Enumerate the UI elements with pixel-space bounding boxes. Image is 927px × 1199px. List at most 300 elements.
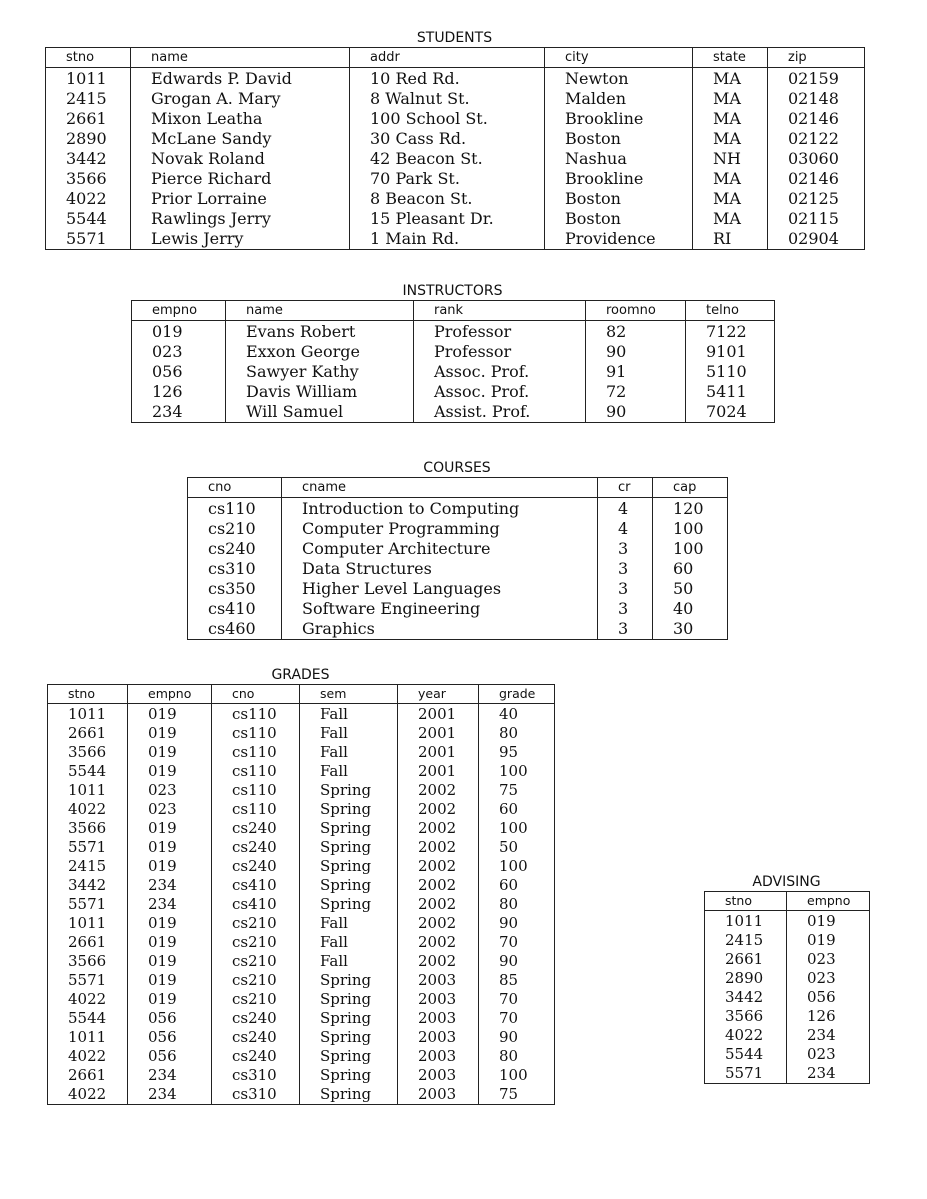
instructors-cell-name: Davis William bbox=[226, 382, 414, 402]
students-cell-stno: 2415 bbox=[66, 89, 107, 108]
grades-cell-year: 2002 bbox=[398, 895, 479, 914]
grades-cell-grade: 70 bbox=[479, 990, 555, 1009]
students-cell-state: MA bbox=[693, 169, 768, 189]
students-cell-state: MA bbox=[693, 89, 768, 109]
grades-column-header-grade: grade bbox=[479, 685, 555, 704]
instructors-table-block bbox=[131, 282, 774, 423]
grades-cell-empno: 019 bbox=[128, 762, 212, 781]
grades-cell-year: 2002 bbox=[398, 819, 479, 838]
grades-table-row bbox=[48, 914, 555, 933]
instructors-cell-telno: 5411 bbox=[686, 382, 775, 402]
grades-cell-empno: 023 bbox=[128, 781, 212, 800]
grades-cell-cno: cs110 bbox=[212, 724, 300, 743]
grades-cell-stno: 1011 bbox=[68, 705, 107, 723]
advising-title: ADVISING bbox=[752, 874, 821, 890]
students-cell-name: Mixon Leatha bbox=[131, 109, 350, 129]
courses-table-row bbox=[188, 539, 728, 559]
grades-cell-year: 2003 bbox=[398, 1009, 479, 1028]
courses-table-row bbox=[188, 619, 728, 640]
grades-cell-grade: 100 bbox=[479, 819, 555, 838]
grades-cell-sem: Fall bbox=[300, 952, 398, 971]
instructors-cell-empno: 234 bbox=[152, 402, 183, 421]
advising-table-row bbox=[705, 988, 870, 1007]
grades-cell-empno: 234 bbox=[128, 876, 212, 895]
students-cell-addr: 30 Cass Rd. bbox=[350, 129, 545, 149]
grades-cell-year: 2002 bbox=[398, 914, 479, 933]
grades-cell-sem: Spring bbox=[300, 838, 398, 857]
students-cell-stno: 5571 bbox=[66, 229, 107, 248]
courses-cell-cno: cs350 bbox=[208, 579, 256, 598]
grades-cell-stno: 1011 bbox=[68, 781, 107, 799]
instructors-cell-roomno: 82 bbox=[586, 321, 686, 343]
courses-cell-cname: Computer Architecture bbox=[282, 539, 598, 559]
grades-cell-grade: 75 bbox=[479, 1085, 555, 1105]
grades-cell-stno: 2661 bbox=[68, 724, 107, 742]
grades-cell-sem: Spring bbox=[300, 857, 398, 876]
grades-cell-cno: cs110 bbox=[212, 762, 300, 781]
grades-cell-stno: 3566 bbox=[68, 952, 107, 970]
instructors-cell-roomno: 90 bbox=[586, 402, 686, 423]
grades-cell-cno: cs310 bbox=[212, 1066, 300, 1085]
courses-cell-cname: Graphics bbox=[282, 619, 598, 640]
courses-cell-cr: 3 bbox=[598, 539, 653, 559]
grades-cell-cno: cs210 bbox=[212, 971, 300, 990]
instructors-cell-rank: Professor bbox=[414, 342, 586, 362]
grades-cell-stno: 5571 bbox=[68, 838, 107, 856]
students-cell-city: Boston bbox=[545, 189, 693, 209]
grades-column-header-sem: sem bbox=[300, 685, 398, 704]
grades-column-header-stno: stno bbox=[48, 685, 128, 704]
courses-cell-cname: Introduction to Computing bbox=[282, 498, 598, 520]
students-cell-name: Edwards P. David bbox=[131, 68, 350, 90]
courses-table-row bbox=[188, 519, 728, 539]
advising-cell-stno: 1011 bbox=[725, 912, 764, 930]
courses-cell-cno: cs410 bbox=[208, 599, 256, 618]
grades-cell-grade: 80 bbox=[479, 1047, 555, 1066]
advising-cell-empno: 023 bbox=[787, 1045, 870, 1064]
grades-cell-cno: cs410 bbox=[212, 895, 300, 914]
students-cell-city: Nashua bbox=[545, 149, 693, 169]
students-cell-name: Prior Lorraine bbox=[131, 189, 350, 209]
grades-cell-empno: 019 bbox=[128, 819, 212, 838]
grades-cell-sem: Spring bbox=[300, 876, 398, 895]
grades-column-header-empno: empno bbox=[128, 685, 212, 704]
students-cell-addr: 8 Walnut St. bbox=[350, 89, 545, 109]
courses-cell-cr: 4 bbox=[598, 519, 653, 539]
courses-cell-cap: 50 bbox=[653, 579, 728, 599]
grades-table-row bbox=[48, 819, 555, 838]
grades-cell-cno: cs210 bbox=[212, 990, 300, 1009]
instructors-cell-empno: 019 bbox=[152, 322, 183, 341]
grades-cell-year: 2003 bbox=[398, 1047, 479, 1066]
grades-table-block bbox=[47, 666, 554, 1105]
students-cell-stno: 5544 bbox=[66, 209, 107, 228]
students-cell-name: Grogan A. Mary bbox=[131, 89, 350, 109]
instructors-cell-empno: 023 bbox=[152, 342, 183, 361]
students-cell-state: MA bbox=[693, 129, 768, 149]
courses-cell-cap: 40 bbox=[653, 599, 728, 619]
instructors-table-row bbox=[132, 402, 775, 423]
grades-table-row bbox=[48, 1066, 555, 1085]
grades-cell-sem: Spring bbox=[300, 781, 398, 800]
instructors-table-row bbox=[132, 362, 775, 382]
students-cell-zip: 02125 bbox=[768, 189, 865, 209]
grades-cell-stno: 4022 bbox=[68, 1085, 107, 1103]
grades-cell-grade: 40 bbox=[479, 704, 555, 725]
students-table-row bbox=[46, 68, 865, 90]
grades-cell-sem: Fall bbox=[300, 724, 398, 743]
grades-cell-grade: 100 bbox=[479, 1066, 555, 1085]
courses-cell-cname: Higher Level Languages bbox=[282, 579, 598, 599]
advising-cell-stno: 2661 bbox=[725, 950, 764, 968]
instructors-table-row bbox=[132, 382, 775, 402]
instructors-cell-roomno: 72 bbox=[586, 382, 686, 402]
courses-cell-cno: cs110 bbox=[208, 499, 256, 518]
grades-cell-stno: 5544 bbox=[68, 1009, 107, 1027]
students-cell-zip: 02146 bbox=[768, 169, 865, 189]
courses-cell-cr: 3 bbox=[598, 619, 653, 640]
grades-cell-empno: 234 bbox=[128, 1066, 212, 1085]
grades-table-row bbox=[48, 933, 555, 952]
instructors-table-row bbox=[132, 342, 775, 362]
courses-table-row bbox=[188, 498, 728, 520]
students-table-row bbox=[46, 229, 865, 250]
students-column-header-zip: zip bbox=[768, 48, 865, 68]
grades-cell-year: 2003 bbox=[398, 971, 479, 990]
grades-table-row bbox=[48, 876, 555, 895]
grades-cell-sem: Spring bbox=[300, 1066, 398, 1085]
grades-cell-stno: 3566 bbox=[68, 743, 107, 761]
instructors-header-row bbox=[132, 301, 775, 321]
students-cell-stno: 2661 bbox=[66, 109, 107, 128]
grades-cell-grade: 100 bbox=[479, 762, 555, 781]
grades-cell-stno: 1011 bbox=[68, 1028, 107, 1046]
grades-table-row bbox=[48, 990, 555, 1009]
advising-cell-empno: 126 bbox=[787, 1007, 870, 1026]
grades-cell-sem: Spring bbox=[300, 1028, 398, 1047]
courses-cell-cname: Computer Programming bbox=[282, 519, 598, 539]
instructors-cell-rank: Professor bbox=[414, 321, 586, 343]
instructors-cell-empno: 056 bbox=[152, 362, 183, 381]
courses-column-header-cap: cap bbox=[653, 478, 728, 498]
courses-cell-cr: 3 bbox=[598, 599, 653, 619]
courses-cell-cap: 60 bbox=[653, 559, 728, 579]
grades-cell-cno: cs240 bbox=[212, 1047, 300, 1066]
grades-cell-empno: 019 bbox=[128, 857, 212, 876]
instructors-cell-rank: Assoc. Prof. bbox=[414, 362, 586, 382]
students-cell-state: MA bbox=[693, 209, 768, 229]
grades-cell-cno: cs410 bbox=[212, 876, 300, 895]
grades-cell-cno: cs240 bbox=[212, 838, 300, 857]
advising-table-block bbox=[704, 873, 869, 1084]
grades-cell-grade: 90 bbox=[479, 914, 555, 933]
grades-table-row bbox=[48, 971, 555, 990]
students-table-row bbox=[46, 89, 865, 109]
students-column-header-addr: addr bbox=[350, 48, 545, 68]
instructors-title: INSTRUCTORS bbox=[402, 283, 503, 299]
students-table-row bbox=[46, 189, 865, 209]
courses-cell-cap: 30 bbox=[653, 619, 728, 640]
students-column-header-city: city bbox=[545, 48, 693, 68]
grades-cell-sem: Fall bbox=[300, 933, 398, 952]
grades-table-row bbox=[48, 762, 555, 781]
instructors-cell-roomno: 91 bbox=[586, 362, 686, 382]
grades-cell-year: 2002 bbox=[398, 857, 479, 876]
grades-cell-grade: 70 bbox=[479, 933, 555, 952]
advising-table-row bbox=[705, 1064, 870, 1084]
grades-cell-stno: 5571 bbox=[68, 895, 107, 913]
grades-cell-year: 2003 bbox=[398, 1066, 479, 1085]
students-cell-city: Boston bbox=[545, 129, 693, 149]
grades-cell-grade: 70 bbox=[479, 1009, 555, 1028]
students-cell-city: Brookline bbox=[545, 109, 693, 129]
advising-cell-stno: 3442 bbox=[725, 988, 764, 1006]
students-cell-zip: 02904 bbox=[768, 229, 865, 250]
grades-cell-grade: 60 bbox=[479, 876, 555, 895]
advising-header-row bbox=[705, 892, 870, 911]
advising-cell-empno: 019 bbox=[787, 911, 870, 932]
instructors-cell-telno: 5110 bbox=[686, 362, 775, 382]
instructors-column-header-rank: rank bbox=[414, 301, 586, 321]
students-cell-addr: 100 School St. bbox=[350, 109, 545, 129]
grades-table-row bbox=[48, 857, 555, 876]
students-cell-state: RI bbox=[693, 229, 768, 250]
students-cell-addr: 70 Park St. bbox=[350, 169, 545, 189]
courses-cell-cap: 100 bbox=[653, 539, 728, 559]
instructors-cell-rank: Assist. Prof. bbox=[414, 402, 586, 423]
courses-cell-cap: 100 bbox=[653, 519, 728, 539]
courses-cell-cno: cs460 bbox=[208, 619, 256, 638]
grades-cell-grade: 85 bbox=[479, 971, 555, 990]
students-cell-addr: 1 Main Rd. bbox=[350, 229, 545, 250]
instructors-cell-empno: 126 bbox=[152, 382, 183, 401]
grades-table bbox=[47, 684, 555, 1105]
grades-cell-grade: 75 bbox=[479, 781, 555, 800]
students-table-block bbox=[45, 29, 864, 250]
students-cell-zip: 02122 bbox=[768, 129, 865, 149]
instructors-column-header-telno: telno bbox=[686, 301, 775, 321]
grades-cell-stno: 3566 bbox=[68, 819, 107, 837]
instructors-column-header-empno: empno bbox=[132, 301, 226, 321]
grades-cell-sem: Fall bbox=[300, 914, 398, 933]
students-cell-addr: 10 Red Rd. bbox=[350, 68, 545, 90]
grades-table-row bbox=[48, 781, 555, 800]
instructors-cell-telno: 7024 bbox=[686, 402, 775, 423]
advising-cell-empno: 234 bbox=[787, 1026, 870, 1045]
grades-table-row bbox=[48, 800, 555, 819]
grades-table-row bbox=[48, 743, 555, 762]
grades-cell-year: 2002 bbox=[398, 876, 479, 895]
grades-cell-stno: 3442 bbox=[68, 876, 107, 894]
courses-cell-cno: cs210 bbox=[208, 519, 256, 538]
advising-column-header-stno: stno bbox=[705, 892, 787, 911]
grades-table-row bbox=[48, 1047, 555, 1066]
grades-table-row bbox=[48, 1009, 555, 1028]
advising-cell-empno: 023 bbox=[787, 950, 870, 969]
advising-cell-empno: 234 bbox=[787, 1064, 870, 1084]
grades-cell-sem: Spring bbox=[300, 990, 398, 1009]
grades-cell-year: 2002 bbox=[398, 838, 479, 857]
advising-table-row bbox=[705, 931, 870, 950]
students-cell-addr: 8 Beacon St. bbox=[350, 189, 545, 209]
students-column-header-name: name bbox=[131, 48, 350, 68]
grades-header-row bbox=[48, 685, 555, 704]
advising-cell-empno: 023 bbox=[787, 969, 870, 988]
students-table-row bbox=[46, 169, 865, 189]
grades-cell-cno: cs110 bbox=[212, 781, 300, 800]
grades-cell-empno: 019 bbox=[128, 838, 212, 857]
students-table-row bbox=[46, 129, 865, 149]
grades-cell-empno: 234 bbox=[128, 1085, 212, 1105]
courses-table bbox=[187, 477, 728, 640]
courses-cell-cr: 3 bbox=[598, 579, 653, 599]
students-cell-city: Boston bbox=[545, 209, 693, 229]
courses-cell-cname: Data Structures bbox=[282, 559, 598, 579]
courses-column-header-cno: cno bbox=[188, 478, 282, 498]
students-cell-stno: 3442 bbox=[66, 149, 107, 168]
grades-cell-cno: cs210 bbox=[212, 914, 300, 933]
grades-cell-empno: 019 bbox=[128, 704, 212, 725]
advising-table-row bbox=[705, 911, 870, 932]
courses-cell-cap: 120 bbox=[653, 498, 728, 520]
courses-table-row bbox=[188, 559, 728, 579]
grades-cell-grade: 80 bbox=[479, 724, 555, 743]
advising-cell-stno: 4022 bbox=[725, 1026, 764, 1044]
students-cell-state: MA bbox=[693, 68, 768, 90]
grades-cell-grade: 90 bbox=[479, 952, 555, 971]
grades-cell-sem: Spring bbox=[300, 1047, 398, 1066]
students-cell-state: MA bbox=[693, 109, 768, 129]
advising-cell-stno: 2890 bbox=[725, 969, 764, 987]
grades-cell-sem: Spring bbox=[300, 895, 398, 914]
advising-table-row bbox=[705, 969, 870, 988]
grades-cell-year: 2002 bbox=[398, 781, 479, 800]
grades-cell-stno: 4022 bbox=[68, 990, 107, 1008]
students-cell-addr: 42 Beacon St. bbox=[350, 149, 545, 169]
students-cell-city: Malden bbox=[545, 89, 693, 109]
grades-title: GRADES bbox=[271, 667, 330, 683]
courses-cell-cno: cs310 bbox=[208, 559, 256, 578]
grades-cell-empno: 056 bbox=[128, 1047, 212, 1066]
grades-table-row bbox=[48, 724, 555, 743]
advising-table-row bbox=[705, 1026, 870, 1045]
students-column-header-state: state bbox=[693, 48, 768, 68]
grades-cell-empno: 019 bbox=[128, 990, 212, 1009]
students-cell-stno: 4022 bbox=[66, 189, 107, 208]
advising-column-header-empno: empno bbox=[787, 892, 870, 911]
students-cell-zip: 02159 bbox=[768, 68, 865, 90]
courses-title: COURSES bbox=[423, 460, 491, 476]
grades-cell-empno: 019 bbox=[128, 914, 212, 933]
advising-table-row bbox=[705, 1045, 870, 1064]
grades-cell-grade: 100 bbox=[479, 857, 555, 876]
grades-cell-grade: 60 bbox=[479, 800, 555, 819]
grades-cell-sem: Fall bbox=[300, 743, 398, 762]
grades-cell-sem: Spring bbox=[300, 800, 398, 819]
instructors-cell-name: Evans Robert bbox=[226, 321, 414, 343]
advising-table-row bbox=[705, 1007, 870, 1026]
courses-cell-cname: Software Engineering bbox=[282, 599, 598, 619]
grades-cell-cno: cs240 bbox=[212, 1009, 300, 1028]
students-cell-name: Lewis Jerry bbox=[131, 229, 350, 250]
grades-cell-stno: 5571 bbox=[68, 971, 107, 989]
advising-cell-stno: 5571 bbox=[725, 1064, 764, 1082]
students-cell-city: Newton bbox=[545, 68, 693, 90]
grades-cell-year: 2001 bbox=[398, 743, 479, 762]
grades-cell-year: 2002 bbox=[398, 800, 479, 819]
grades-cell-empno: 019 bbox=[128, 743, 212, 762]
students-cell-zip: 02148 bbox=[768, 89, 865, 109]
grades-cell-cno: cs240 bbox=[212, 857, 300, 876]
students-table-row bbox=[46, 209, 865, 229]
grades-cell-stno: 4022 bbox=[68, 1047, 107, 1065]
grades-cell-cno: cs240 bbox=[212, 819, 300, 838]
grades-cell-empno: 056 bbox=[128, 1009, 212, 1028]
courses-table-row bbox=[188, 599, 728, 619]
grades-cell-year: 2001 bbox=[398, 762, 479, 781]
students-cell-name: McLane Sandy bbox=[131, 129, 350, 149]
grades-cell-year: 2003 bbox=[398, 990, 479, 1009]
grades-cell-stno: 2415 bbox=[68, 857, 107, 875]
courses-table-row bbox=[188, 579, 728, 599]
students-cell-stno: 1011 bbox=[66, 69, 107, 88]
students-cell-name: Rawlings Jerry bbox=[131, 209, 350, 229]
grades-table-row bbox=[48, 1085, 555, 1105]
students-cell-state: MA bbox=[693, 189, 768, 209]
grades-cell-grade: 80 bbox=[479, 895, 555, 914]
courses-header-row bbox=[188, 478, 728, 498]
grades-cell-year: 2003 bbox=[398, 1085, 479, 1105]
grades-cell-grade: 90 bbox=[479, 1028, 555, 1047]
grades-cell-empno: 234 bbox=[128, 895, 212, 914]
grades-cell-stno: 1011 bbox=[68, 914, 107, 932]
courses-table-block bbox=[187, 459, 727, 640]
grades-cell-sem: Spring bbox=[300, 1085, 398, 1105]
students-cell-stno: 3566 bbox=[66, 169, 107, 188]
grades-cell-empno: 023 bbox=[128, 800, 212, 819]
instructors-cell-name: Will Samuel bbox=[226, 402, 414, 423]
advising-cell-stno: 2415 bbox=[725, 931, 764, 949]
instructors-table bbox=[131, 300, 775, 423]
grades-table-row bbox=[48, 704, 555, 725]
instructors-cell-telno: 7122 bbox=[686, 321, 775, 343]
courses-column-header-cname: cname bbox=[282, 478, 598, 498]
advising-cell-empno: 056 bbox=[787, 988, 870, 1007]
instructors-cell-rank: Assoc. Prof. bbox=[414, 382, 586, 402]
students-cell-addr: 15 Pleasant Dr. bbox=[350, 209, 545, 229]
grades-cell-cno: cs310 bbox=[212, 1085, 300, 1105]
instructors-column-header-name: name bbox=[226, 301, 414, 321]
students-cell-state: NH bbox=[693, 149, 768, 169]
grades-table-row bbox=[48, 952, 555, 971]
grades-table-row bbox=[48, 895, 555, 914]
students-cell-name: Pierce Richard bbox=[131, 169, 350, 189]
grades-cell-empno: 019 bbox=[128, 971, 212, 990]
students-table-row bbox=[46, 109, 865, 129]
grades-cell-cno: cs110 bbox=[212, 704, 300, 725]
grades-cell-empno: 019 bbox=[128, 933, 212, 952]
students-cell-city: Providence bbox=[545, 229, 693, 250]
grades-cell-cno: cs110 bbox=[212, 743, 300, 762]
students-table bbox=[45, 47, 865, 250]
instructors-cell-telno: 9101 bbox=[686, 342, 775, 362]
advising-cell-empno: 019 bbox=[787, 931, 870, 950]
students-column-header-stno: stno bbox=[46, 48, 131, 68]
courses-cell-cno: cs240 bbox=[208, 539, 256, 558]
courses-cell-cr: 4 bbox=[598, 498, 653, 520]
grades-cell-year: 2002 bbox=[398, 952, 479, 971]
students-cell-name: Novak Roland bbox=[131, 149, 350, 169]
